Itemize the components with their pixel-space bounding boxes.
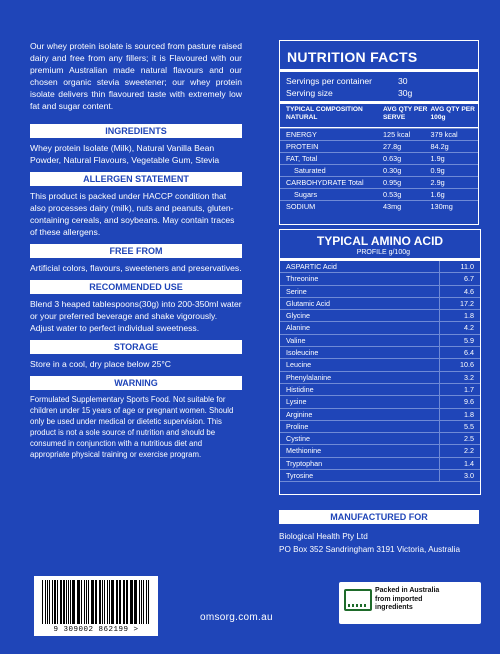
left-column xyxy=(30,40,242,466)
barcode-bar xyxy=(135,580,137,624)
serving-size-value: 30g xyxy=(398,88,413,98)
barcode-bar xyxy=(134,580,135,624)
barcode-bar xyxy=(111,580,113,624)
barcode-bar xyxy=(107,580,108,624)
origin-bar-icon xyxy=(344,589,372,611)
amino-row xyxy=(280,409,480,421)
nutrition-title: NUTRITION FACTS xyxy=(287,49,418,65)
free-from-text: Artificial colors, flavours, sweeteners and preservatives. xyxy=(30,263,242,273)
storage-heading: STORAGE xyxy=(30,340,242,354)
amino-acid-value: 3.2 xyxy=(464,372,474,382)
amino-row xyxy=(280,433,480,445)
nutrition-column-headers xyxy=(280,104,478,124)
amino-rows xyxy=(280,261,480,482)
col-composition: TYPICAL COMPOSITION NATURAL xyxy=(286,106,363,121)
amino-subtitle: PROFILE g/100g xyxy=(356,249,410,256)
amino-acid-name: Methionine xyxy=(280,445,440,456)
amino-row xyxy=(280,384,480,396)
barcode-bar xyxy=(86,580,88,624)
free-from-heading: FREE FROM xyxy=(30,244,242,258)
barcode-bar xyxy=(47,580,49,624)
barcode-bar xyxy=(109,580,110,624)
barcode-bar xyxy=(78,580,80,624)
amino-acid-name: Tyrosine xyxy=(280,470,440,481)
nutrition-rows xyxy=(280,128,478,212)
amino-acid-name: Cystine xyxy=(280,433,440,444)
barcode-bar xyxy=(45,580,46,624)
amino-acid-name: Serine xyxy=(280,286,440,297)
product-intro: Our whey protein isolate is sourced from pasture raised dairy and free from any fillers; it is Flavoured with our premium Australian made natural flavours and our chosen organic stevia sweetener; our whey protein isolate delivers thin flavoured taste with extremely low fat and sugar content. xyxy=(30,41,242,111)
barcode-bar xyxy=(141,580,142,624)
amino-acid-value: 5.5 xyxy=(464,421,474,431)
amino-acid-value: 1.8 xyxy=(464,311,474,321)
warning-heading: WARNING xyxy=(30,376,242,390)
amino-row xyxy=(280,372,480,384)
manufacturer-address: PO Box 352 Sandringham 3191 Victoria, Australia xyxy=(279,545,460,554)
amino-acid-value: 1.7 xyxy=(464,384,474,394)
per-serve-value: 0.53g xyxy=(383,190,402,199)
amino-row xyxy=(280,322,480,334)
amino-row xyxy=(280,298,480,310)
serving-size-label: Serving size xyxy=(286,88,333,98)
amino-acid-name: Valine xyxy=(280,335,440,346)
per-100g-value: 84.2g xyxy=(430,142,449,151)
barcode-bar xyxy=(72,580,74,624)
per-100g-value: 0.9g xyxy=(430,166,445,175)
barcode-bar xyxy=(139,580,140,624)
amino-acid-value: 1.4 xyxy=(464,458,474,468)
allergen-text: This product is packed under HACCP condition that also processes dairy (milk), nuts and peanuts, gluten-containing cereals, and soybeans. May contain traces of these allergens. xyxy=(30,191,235,237)
nutrition-row xyxy=(280,140,478,152)
amino-row xyxy=(280,359,480,371)
nutrition-row xyxy=(280,176,478,188)
nutrition-row xyxy=(280,164,478,176)
barcode-bars xyxy=(42,580,150,624)
amino-acid-name: Alanine xyxy=(280,322,440,333)
country-of-origin-label xyxy=(339,582,481,624)
amino-acid-value: 17.2 xyxy=(460,298,474,308)
barcode-bar xyxy=(146,580,147,624)
nutrient-name: CARBOHYDRATE Total xyxy=(286,178,364,187)
servings-value: 30 xyxy=(398,76,408,86)
nutrient-name: PROTEIN xyxy=(286,142,319,151)
barcode-bar xyxy=(52,580,53,624)
nutrient-name: Saturated xyxy=(294,166,326,175)
amino-acid-value: 11.0 xyxy=(460,262,474,271)
barcode-bar xyxy=(143,580,145,624)
manufacturer-name: Biological Health Pty Ltd xyxy=(279,532,368,541)
per-100g-value: 379 kcal xyxy=(430,130,458,139)
barcode-bar xyxy=(57,580,58,624)
barcode-bar xyxy=(130,580,132,624)
amino-row xyxy=(280,458,480,470)
barcode-bar xyxy=(77,580,78,624)
barcode-bar xyxy=(68,580,69,624)
amino-acid-name: Tryptophan xyxy=(280,458,440,469)
per-serve-value: 0.95g xyxy=(382,178,402,187)
recommended-use-heading: RECOMMENDED USE xyxy=(30,280,242,294)
amino-acid-name: ASPARTIC Acid xyxy=(280,261,440,272)
amino-acid-name: Proline xyxy=(280,421,440,432)
nutrient-name: FAT, Total xyxy=(286,154,318,163)
nutrient-name: Sugars xyxy=(294,190,318,199)
website-url: omsorg.com.au xyxy=(200,612,273,623)
barcode-bar xyxy=(88,580,89,624)
origin-line-3: ingredients xyxy=(375,604,413,612)
nutrition-row xyxy=(280,152,478,164)
nutrition-row xyxy=(280,188,478,200)
barcode-bar xyxy=(63,580,65,624)
barcode-bar xyxy=(123,580,125,624)
per-serve-value: 125 kcal xyxy=(382,130,411,139)
amino-row xyxy=(280,396,480,408)
amino-acid-name: Glutamic Acid xyxy=(280,298,440,309)
nutrient-name: SODIUM xyxy=(286,202,316,211)
barcode-bar xyxy=(70,580,71,624)
barcode-bar xyxy=(95,580,96,624)
amino-acid-name: Histidine xyxy=(280,384,440,395)
amino-acid-name: Glycine xyxy=(280,310,440,321)
amino-acid-name: Leucine xyxy=(280,359,440,370)
nutrition-row xyxy=(280,200,478,212)
barcode-bar xyxy=(148,580,149,624)
barcode xyxy=(34,576,158,636)
barcode-bar xyxy=(66,580,67,624)
amino-acid-value: 4.2 xyxy=(464,323,474,333)
amino-row xyxy=(280,445,480,457)
amino-acid-value: 10.6 xyxy=(460,360,474,370)
barcode-bar xyxy=(104,580,106,624)
amino-acid-name: Lysine xyxy=(280,396,440,407)
amino-acid-name: Arginine xyxy=(280,409,440,420)
barcode-bar xyxy=(81,580,82,624)
per-serve-value: 43mg xyxy=(382,202,402,211)
amino-row xyxy=(280,273,480,285)
barcode-bar xyxy=(117,580,118,624)
amino-row xyxy=(280,261,480,273)
serving-size-row xyxy=(280,87,478,99)
barcode-bar xyxy=(84,580,85,624)
amino-acid-name: Threonine xyxy=(280,273,440,284)
amino-acid-panel xyxy=(279,229,481,495)
nutrient-name: ENERGY xyxy=(286,130,317,139)
per-serve-value: 0.30g xyxy=(383,166,402,175)
amino-acid-value: 6.4 xyxy=(464,348,474,358)
barcode-bar xyxy=(126,580,127,624)
nutrition-divider xyxy=(280,69,478,72)
amino-row xyxy=(280,421,480,433)
barcode-number: 9 309002 862199 > xyxy=(53,626,139,634)
barcode-bar xyxy=(91,580,93,624)
barcode-bar xyxy=(102,580,103,624)
origin-line-2: from imported xyxy=(375,595,423,603)
amino-acid-value: 3.0 xyxy=(464,471,474,481)
amino-acid-name: Isoleucine xyxy=(280,347,440,358)
servings-label: Servings per container xyxy=(286,76,372,86)
ingredients-heading: INGREDIENTS xyxy=(30,124,242,138)
recommended-use-text: Blend 3 heaped tablespoons(30g) into 200-350ml water or your preferred beverage and shake vigorously. Adjust water to perfect individual sweetness. xyxy=(30,299,242,333)
amino-row xyxy=(280,286,480,298)
barcode-bar xyxy=(116,580,117,624)
amino-row xyxy=(280,335,480,347)
origin-line-1: Packed in Australia xyxy=(375,587,440,594)
ingredients-text: Whey protein Isolate (Milk), Natural Vanilla Bean Powder, Natural Flavours, Vegetable Gum, Stevia xyxy=(30,143,220,165)
barcode-bar xyxy=(119,580,121,624)
amino-acid-value: 5.9 xyxy=(464,335,474,345)
barcode-bar xyxy=(96,580,97,624)
amino-acid-value: 4.6 xyxy=(464,286,474,296)
col-per-serve: AVG QTY PER SERVE xyxy=(382,106,428,121)
per-100g-value: 1.9g xyxy=(430,154,445,163)
amino-row xyxy=(280,310,480,322)
per-serve-value: 0.63g xyxy=(382,154,402,163)
amino-acid-value: 2.5 xyxy=(464,434,474,444)
col-per-100g: AVG QTY PER 100g xyxy=(430,106,475,121)
servings-row xyxy=(280,75,478,87)
amino-row xyxy=(280,470,480,482)
origin-text xyxy=(375,587,475,613)
amino-acid-value: 2.2 xyxy=(464,446,474,456)
amino-row xyxy=(280,347,480,359)
storage-text: Store in a cool, dry place below 25°C xyxy=(30,359,172,369)
barcode-bar xyxy=(127,580,128,624)
barcode-bar xyxy=(99,580,101,624)
manufactured-for-heading: MANUFACTURED FOR xyxy=(279,510,479,524)
per-serve-value: 27.8g xyxy=(382,142,402,151)
allergen-heading: ALLERGEN STATEMENT xyxy=(30,172,242,186)
amino-title: TYPICAL AMINO ACID xyxy=(316,234,444,248)
barcode-bar xyxy=(49,580,50,624)
per-100g-value: 2.9g xyxy=(430,178,445,187)
barcode-bar xyxy=(54,580,56,624)
amino-acid-value: 6.7 xyxy=(464,274,474,284)
amino-acid-value: 9.6 xyxy=(464,397,474,407)
warning-text: Formulated Supplementary Sports Food. Not suitable for children under 15 years of age or pregnant women. Should only be used under medical or dietetic supervision. This product is not a sole source of nutrition and should be consumed in conjunction with a nutritious diet and appropriate physical training or exercise program. xyxy=(30,395,234,459)
nutrition-facts-box xyxy=(279,40,479,225)
per-100g-value: 1.6g xyxy=(430,190,445,199)
per-100g-value: 130mg xyxy=(430,202,453,211)
amino-acid-name: Phenylalanine xyxy=(280,372,440,383)
nutrition-panel xyxy=(279,40,479,225)
barcode-bar xyxy=(42,580,43,624)
barcode-bar xyxy=(60,580,62,624)
nutrition-row xyxy=(280,128,478,140)
amino-acid-value: 1.8 xyxy=(464,409,474,419)
